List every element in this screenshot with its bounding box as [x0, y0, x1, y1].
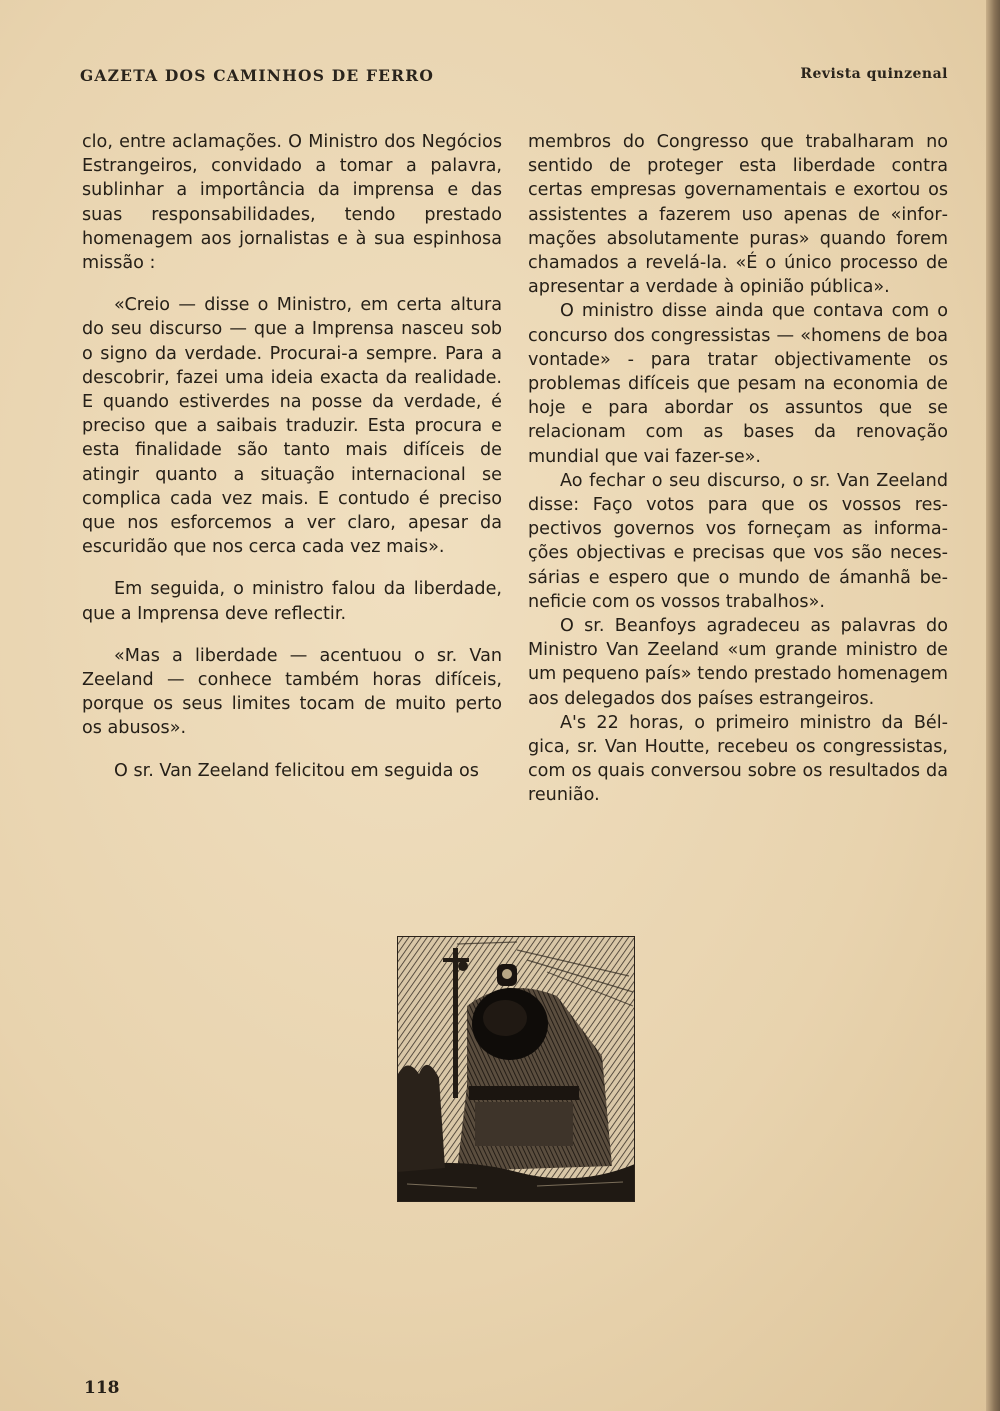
paragraph: O sr. Van Zeeland felicitou em seguida os	[114, 760, 479, 781]
paragraph: «Creio — disse o Ministro, em certa altura do seu discurso — que a Imprensa nasceu sob o signo da verdade. Procurai-a sempre. Para a descobrir, fazei uma ideia exacta da realidade. E quando estiverdes na posse da verdade, é preciso que a saibais traduzir. Esta procura e esta finalidade são tanto mais difíceis de atingir quanto a situação internacional se complica cada vez mais. E contudo é preciso que nos esforcemos a ver claro, apesar da escuridão que nos cerca cada vez mais».	[82, 295, 502, 558]
page-edge	[986, 0, 1000, 1411]
running-header	[80, 66, 948, 90]
paragraph: Ao fechar o seu discurso, o sr. Van Zeeland disse: Faço votos para que os vossos respectivos governos vos forneçam as informações objectivas e precisas que vos são necessárias e espero que o mundo de ámanhã beneficie com os vossos trabalhos».	[528, 470, 948, 612]
paragraph: «Mas a liberdade — acentuou o sr. Van Zeeland — conhece também horas difíceis, porque os seus limites tocam de muito perto os abusos».	[82, 645, 502, 739]
paragraph: membros do Congresso que trabalharam no sentido de proteger esta liberdade contra certas empresas governamentais e exortou os assistentes a fazerem uso apenas de «informações absolutamente puras» quando forem chamados a revelá-la. «É o único processo de apresentar a verdade à opinião pública».	[528, 132, 948, 298]
journal-subtitle: Revista quinzenal	[800, 66, 948, 82]
left-column	[82, 130, 502, 783]
journal-title: GAZETA DOS CAMINHOS DE FERRO	[80, 66, 435, 85]
paragraph: Em seguida, o ministro falou da liberdade, que a Imprensa deve reflectir.	[82, 579, 502, 624]
paragraph: A's 22 horas, o primeiro ministro da Bélgica, sr. Van Houtte, recebeu os congressistas, com os quais conversou sobre os resultados da reunião.	[528, 712, 948, 806]
locomotive-woodcut-icon	[397, 936, 635, 1202]
right-column	[528, 130, 948, 808]
paragraph: O sr. Beanfoys agradeceu as palavras do Ministro Van Zeeland «um grande ministro de um pequeno país» tendo prestado homenagem aos delegados dos países estrangeiros.	[528, 616, 948, 709]
paragraph: O ministro disse ainda que contava com o concurso dos congressistas — «homens de boa vontade» - para tratar objectivamente os problemas difíceis que pesam na economia de hoje e para abordar os assuntos que se relacionam com as bases da renovação mundial que vai fazer-se».	[528, 301, 948, 467]
paragraph: clo, entre aclamações. O Ministro dos Negócios Estrangeiros, convidado a tomar a palavra, sublinhar a importância da imprensa e das suas responsabilidades, tendo prestado homenagem aos jornalistas e à sua espinhosa missão :	[82, 132, 502, 274]
page-number: 118	[84, 1378, 120, 1398]
